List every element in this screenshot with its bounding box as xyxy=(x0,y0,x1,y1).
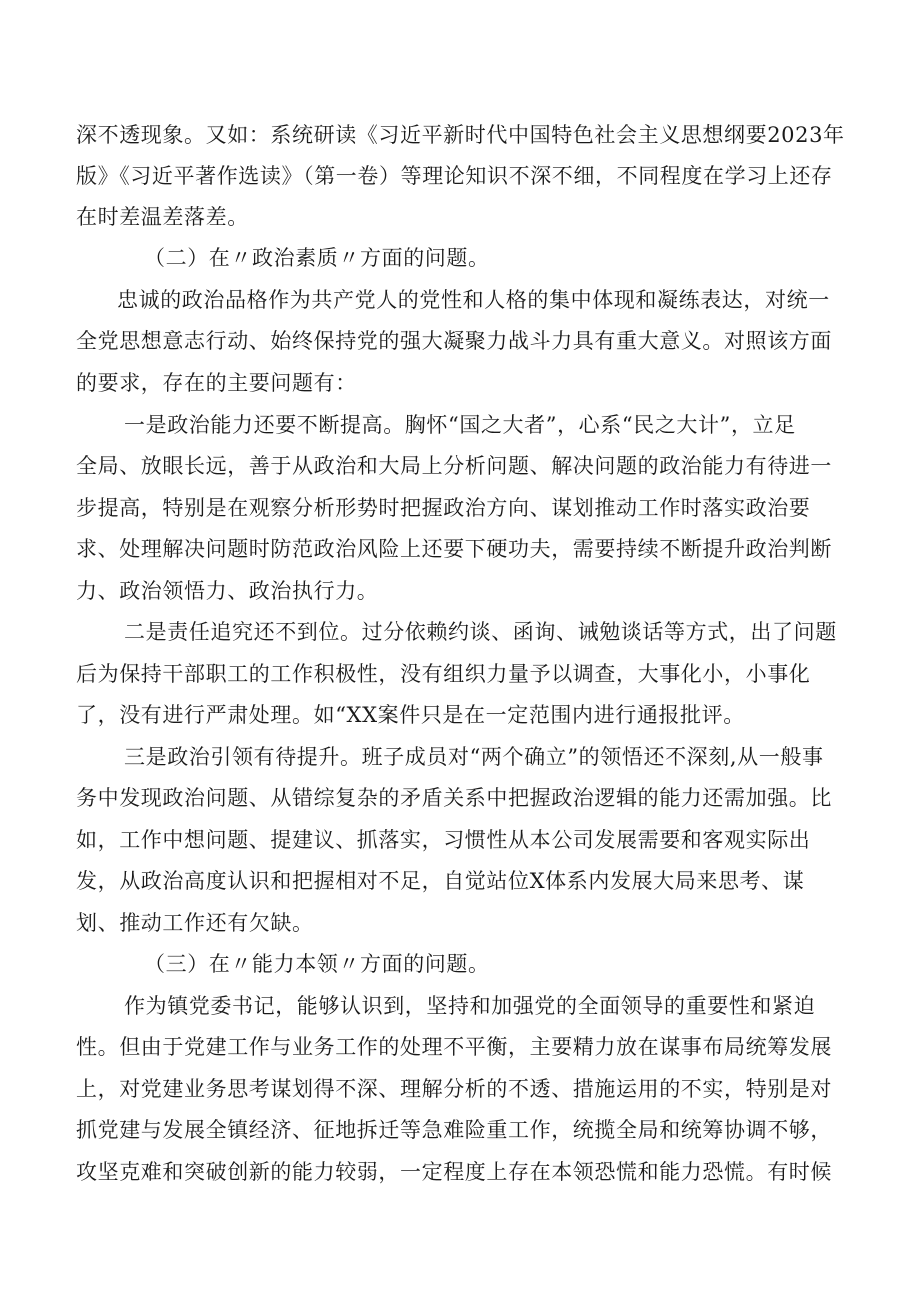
text-line: 步提高，特别是在观察分析形势时把握政治方向、谋划推动工作时落实政治要 xyxy=(76,496,811,520)
text-line: 三是政治引领有待提升。班子成员对“两个确立”的领悟还不深刻,从一般事 xyxy=(124,745,824,769)
text-line: 务中发现政治问题、从错综复杂的矛盾关系中把握政治逻辑的能力还需加强。比 xyxy=(76,786,832,810)
text-line: 求、处理解决问题时防范政治风险上还要下硬功夫，需要持续不断提升政治判断 xyxy=(76,537,832,561)
text-line: 全党思想意志行动、始终保持党的强大凝聚力战斗力具有重大意义。对照该方面 xyxy=(76,329,832,353)
text-line: 上，对党建业务思考谋划得不深、理解分析的不透、措施运用的不实，特别是对 xyxy=(76,1077,832,1101)
text-line: 发，从政治高度认识和把握相对不足，自觉站位X体系内发展大局来思考、谋 xyxy=(76,869,805,893)
text-line: 划、推动工作还有欠缺。 xyxy=(76,911,314,935)
text-line: 了，没有进行严肃处理。如“XX案件只是在一定范围内进行通报批评。 xyxy=(76,703,745,727)
text-line: 的要求，存在的主要问题有： xyxy=(76,371,357,395)
text-line: 在时差温差落差。 xyxy=(76,205,249,229)
text-line: 忠诚的政治品格作为共产党人的党性和人格的集中体现和凝练表达，对统一 xyxy=(117,288,830,312)
text-line: 后为保持干部职工的工作积极性，没有组织力量予以调查，大事化小，小事化 xyxy=(76,662,811,686)
text-line: 性。但由于党建工作与业务工作的处理不平衡，主要精力放在谋事布局统筹发展 xyxy=(76,1035,832,1059)
section-heading: （三）在〃能力本领〃方面的问题。 xyxy=(144,952,490,976)
text-line: 作为镇党委书记，能够认识到，坚持和加强党的全面领导的重要性和紧迫 xyxy=(124,994,816,1018)
text-line: 抓党建与发展全镇经济、征地拆迁等急难险重工作，统揽全局和统筹协调不够， xyxy=(76,1118,832,1142)
text-line: 力、政治领悟力、政治执行力。 xyxy=(76,579,379,603)
section-heading: （二）在〃政治素质〃方面的问题。 xyxy=(144,246,490,270)
text-line: 深不透现象。又如：系统研读《习近平新时代中国特色社会主义思想纲要2023年 xyxy=(76,123,845,147)
text-line: 版》《习近平著作选读》（第一卷）等理论知识不深不细，不同程度在学习上还存 xyxy=(76,164,833,188)
text-line: 攻坚克难和突破创新的能力较弱，一定程度上存在本领恐慌和能力恐慌。有时候 xyxy=(76,1160,832,1184)
text-line: 二是责任追究还不到位。过分依赖约谈、函询、诫勉谈话等方式，出了问题 xyxy=(124,620,837,644)
text-line: 如，工作中想问题、提建议、抓落实，习惯性从本公司发展需要和客观实际出 xyxy=(76,828,811,852)
text-line: 一是政治能力还要不断提高。胸怀“国之大者”，心系“民之大计”，立足 xyxy=(124,413,796,437)
text-line: 全局、放眼长远，善于从政治和大局上分析问题、解决问题的政治能力有待进一 xyxy=(76,454,832,478)
